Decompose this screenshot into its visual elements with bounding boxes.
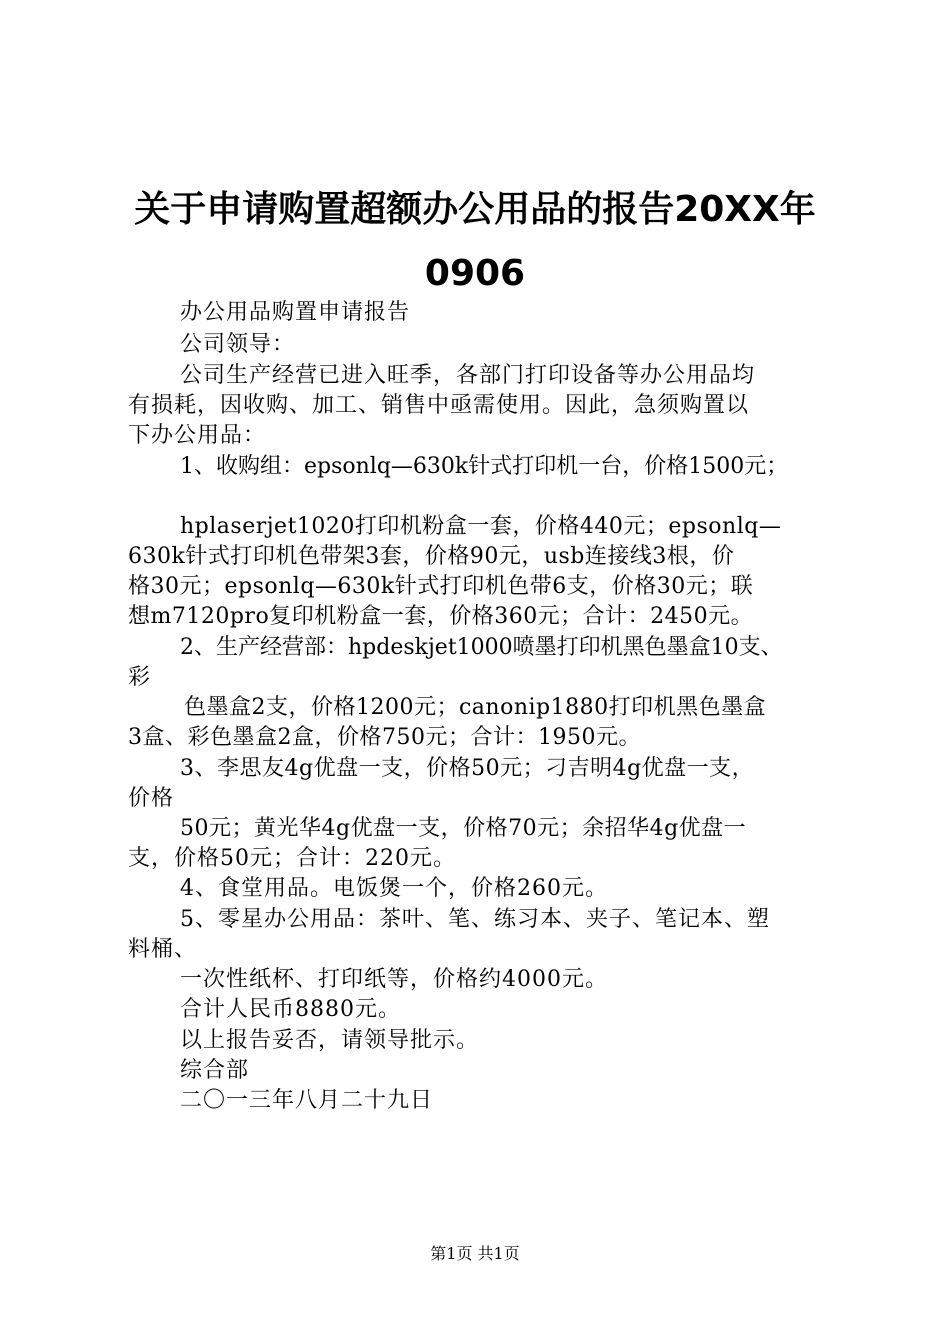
body-line: 格30元；epsonlq—630k针式打印机色带6支，价格30元；联 (128, 574, 754, 599)
document-title-line-1: 关于申请购置超额办公用品的报告20XX年 (134, 189, 816, 230)
body-line: 630k针式打印机色带架3套，价格90元，usb连接线3根，价 (128, 544, 735, 569)
document-title-line-2: 0906 (424, 253, 526, 294)
body-line: 5、零星办公用品：茶叶、笔、练习本、夹子、笔记本、塑 (180, 907, 770, 932)
body-line: 色墨盒2支，价格1200元；canonip1880打印机黑色墨盒 (184, 695, 767, 720)
body-line: 办公用品购置申请报告 (180, 300, 411, 325)
body-line: 支，价格50元；合计：220元。 (128, 846, 456, 871)
body-line: 下办公用品： (128, 423, 267, 448)
body-line: 3盒、彩色墨盒2盒，价格750元；合计：1950元。 (128, 725, 641, 750)
body-line: 价格 (128, 786, 175, 811)
body-line: 50元；黄光华4g优盘一支，价格70元；余招华4g优盘一 (180, 816, 747, 841)
body-line: 彩 (128, 665, 152, 690)
body-line: 一次性纸杯、打印纸等，价格约4000元。 (180, 967, 608, 992)
body-line: 2、生产经营部：hpdeskjet1000喷墨打印机黑色墨盒10支、 (180, 635, 783, 660)
body-line: 1、收购组：epsonlq—630k针式打印机一台，价格1500元； (180, 454, 789, 479)
body-line: 有损耗，因收购、加工、销售中亟需使用。因此，急须购置以 (128, 393, 750, 418)
body-line: 料桶、 (128, 937, 198, 962)
body-line: 以上报告妥否，请领导批示。 (180, 1028, 480, 1053)
page-footer: 第1页 共1页 (430, 1244, 520, 1263)
body-line: 4、食堂用品。电饭煲一个，价格260元。 (180, 876, 608, 901)
body-line: 合计人民币8880元。 (180, 997, 401, 1022)
body-line: 二〇一三年八月二十九日 (180, 1088, 434, 1113)
body-line: hplaserjet1020打印机粉盒一套，价格440元；epsonlq— (180, 514, 782, 539)
body-line: 想m7120pro复印机粉盒一套，价格360元；合计：2450元。 (128, 604, 754, 629)
body-line: 公司领导： (180, 332, 296, 357)
body-line: 公司生产经营已进入旺季，各部门打印设备等办公用品均 (180, 363, 756, 388)
body-line: 综合部 (180, 1058, 250, 1083)
body-line: 3、李思友4g优盘一支，价格50元；刁吉明4g优盘一支， (180, 756, 755, 781)
